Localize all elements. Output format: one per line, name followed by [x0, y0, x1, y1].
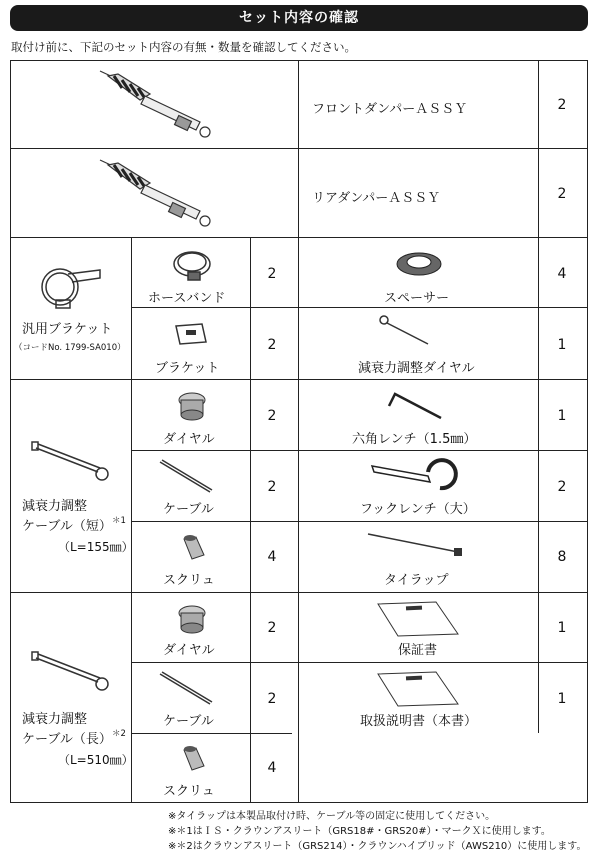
- screw-short-qty: 4: [267, 549, 277, 565]
- manual-qty: 1: [557, 691, 567, 707]
- cable-long-label-1: 減衰力調整: [22, 712, 88, 727]
- bracket-label: ブラケット: [155, 361, 220, 376]
- dial-short-label: ダイヤル: [163, 432, 215, 447]
- cable-icon: [156, 458, 216, 498]
- col-divider: [298, 61, 299, 802]
- row-divider: [131, 662, 587, 663]
- hex-wrench-icon: [385, 392, 445, 422]
- hose-band-label: ホースバンド: [148, 291, 226, 306]
- warranty-card-icon: [376, 600, 460, 638]
- col-divider: [538, 61, 539, 733]
- damping-dial-qty: 1: [557, 337, 567, 353]
- damping-dial-icon: [376, 314, 436, 350]
- cable-short-icon: [30, 440, 110, 485]
- tie-wrap-label: タイラップ: [384, 573, 449, 588]
- hose-band-qty: 2: [267, 266, 277, 282]
- row-divider: [11, 379, 587, 380]
- front-damper-icon: [90, 66, 220, 146]
- dial-icon: [175, 390, 209, 424]
- dial-long-qty: 2: [267, 620, 277, 636]
- tie-wrap-icon: [366, 530, 466, 560]
- row-divider: [131, 733, 292, 734]
- cable-long-label-2: ケーブル（長）: [22, 732, 112, 747]
- front-damper-label: フロントダンパーＡＳＳＹ: [312, 102, 468, 117]
- hex-wrench-label: 六角レンチ（1.5㎜）: [352, 432, 477, 447]
- general-bracket-icon: [38, 262, 108, 312]
- cable-long-mark: ＊2: [112, 729, 126, 739]
- warranty-qty: 1: [557, 620, 567, 636]
- front-damper-qty: 2: [557, 97, 567, 113]
- rear-damper-qty: 2: [557, 186, 567, 202]
- dial-icon: [175, 603, 209, 637]
- note-cable-long: ※＊2はクラウンアスリート（GRS214）・クラウンハイブリッド（AWS210）に使用します。: [168, 841, 587, 852]
- row-divider: [11, 237, 587, 238]
- row-divider: [11, 148, 587, 149]
- hex-wrench-qty: 1: [557, 408, 567, 424]
- spacer-icon: [394, 248, 444, 278]
- damping-dial-label: 減衰力調整ダイヤル: [358, 361, 475, 376]
- cable-long-item-label: ケーブル: [163, 714, 214, 729]
- hook-wrench-label: フックレンチ（大）: [360, 502, 476, 517]
- dial-long-label: ダイヤル: [163, 643, 215, 658]
- cable-long-length: （L=510㎜）: [58, 753, 134, 767]
- screw-short-label: スクリュ: [163, 573, 215, 588]
- cable-short-length: （L=155㎜）: [58, 540, 134, 554]
- screw-long-label: スクリュ: [163, 784, 215, 799]
- intro-text: 取付け前に、下記のセット内容の有無・数量を確認してください。: [11, 40, 356, 54]
- note-tie-wrap: ※タイラップは本製品取付け時、ケーブル等の固定に使用してください。: [168, 811, 496, 822]
- bracket-qty: 2: [267, 337, 277, 353]
- hook-wrench-qty: 2: [557, 479, 567, 495]
- rear-damper-icon: [90, 155, 220, 235]
- hook-wrench-icon: [368, 458, 458, 492]
- screw-icon: [178, 744, 208, 774]
- row-divider: [131, 450, 587, 451]
- tie-wrap-qty: 8: [557, 549, 567, 565]
- cable-short-label-2: ケーブル（短）: [22, 519, 112, 534]
- cable-icon: [156, 670, 216, 710]
- row-divider: [11, 592, 587, 593]
- general-bracket-code: （コードNo. 1799-SA010）: [14, 343, 126, 353]
- row-divider: [131, 521, 587, 522]
- bracket-icon: [172, 320, 212, 350]
- warranty-label: 保証書: [398, 643, 438, 658]
- rear-damper-label: リアダンパーＡＳＳＹ: [312, 191, 441, 206]
- dial-short-qty: 2: [267, 408, 277, 424]
- note-cable-short: ※＊1はＩＳ・クラウンアスリート（GRS18#・GRS20#）・マークＸに使用します。: [168, 826, 551, 837]
- cable-short-item-label: ケーブル: [163, 502, 214, 517]
- col-divider: [131, 237, 132, 802]
- spacer-qty: 4: [557, 266, 567, 282]
- manual-icon: [376, 670, 460, 708]
- cable-short-mark: ＊1: [112, 516, 126, 526]
- cable-long-icon: [30, 650, 110, 695]
- manual-label: 取扱説明書（本書）: [360, 714, 478, 729]
- cable-long-item-qty: 2: [267, 691, 277, 707]
- cable-short-label-1: 減衰力調整: [22, 499, 88, 514]
- col-divider: [250, 237, 251, 802]
- hose-band-icon: [168, 246, 218, 286]
- row-divider: [131, 307, 587, 308]
- spacer-label: スペーサー: [384, 291, 450, 306]
- screw-icon: [178, 533, 208, 563]
- general-bracket-label: 汎用ブラケット: [22, 322, 113, 337]
- screw-long-qty: 4: [267, 760, 277, 776]
- cable-short-item-qty: 2: [267, 479, 277, 495]
- page-title: セット内容の確認: [10, 5, 588, 31]
